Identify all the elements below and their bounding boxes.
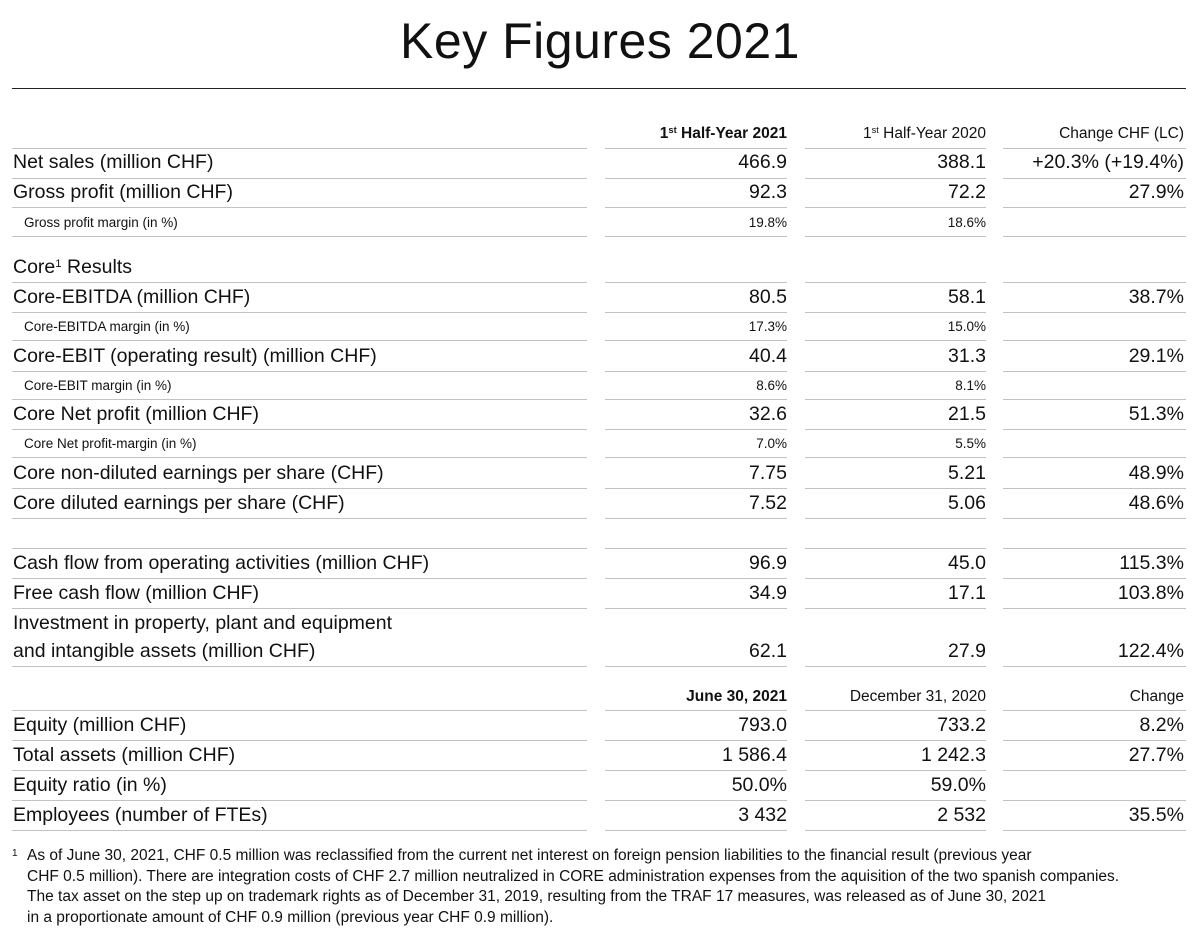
footnote	[12, 846, 1192, 928]
divider	[605, 148, 787, 149]
divider	[1003, 740, 1186, 741]
divider	[605, 800, 787, 801]
divider	[805, 207, 986, 208]
divider	[1003, 830, 1186, 831]
header-h1-2021: 1st Half-Year 2021	[659, 124, 787, 142]
divider	[805, 800, 986, 801]
header-change-2: Change	[1129, 688, 1184, 705]
divider	[1003, 148, 1186, 149]
divider	[1003, 457, 1186, 458]
divider	[1003, 207, 1186, 208]
divider	[12, 548, 587, 549]
divider	[12, 488, 587, 489]
divider	[12, 666, 587, 667]
divider	[1003, 578, 1186, 579]
header-h1-2020: 1st Half-Year 2020	[863, 124, 986, 142]
divider	[12, 207, 587, 208]
divider	[805, 457, 986, 458]
divider	[12, 578, 587, 579]
divider	[12, 340, 587, 341]
divider	[805, 830, 986, 831]
divider	[1003, 429, 1186, 430]
divider	[605, 236, 787, 237]
divider	[12, 710, 587, 711]
divider	[1003, 518, 1186, 519]
divider	[1003, 236, 1186, 237]
divider	[1003, 548, 1186, 549]
divider	[805, 578, 986, 579]
header-dec-2020: December 31, 2020	[849, 688, 986, 705]
divider	[12, 148, 587, 149]
divider	[605, 518, 787, 519]
divider	[805, 710, 986, 711]
divider	[805, 340, 986, 341]
divider	[605, 371, 787, 372]
divider	[605, 282, 787, 283]
divider	[605, 207, 787, 208]
divider	[605, 399, 787, 400]
divider	[805, 178, 986, 179]
divider	[605, 740, 787, 741]
divider	[12, 178, 587, 179]
divider	[12, 740, 587, 741]
divider	[12, 518, 587, 519]
divider	[805, 740, 986, 741]
divider	[805, 518, 986, 519]
footnote-mark: 1	[12, 848, 18, 859]
divider	[605, 178, 787, 179]
divider	[12, 429, 587, 430]
divider	[1003, 800, 1186, 801]
divider	[12, 770, 587, 771]
divider	[805, 148, 986, 149]
page-title: Key Figures 2021	[400, 13, 800, 69]
divider	[605, 457, 787, 458]
divider	[12, 236, 587, 237]
divider	[805, 399, 986, 400]
divider	[12, 371, 587, 372]
divider	[605, 710, 787, 711]
header-june-2021: June 30, 2021	[686, 688, 787, 705]
divider	[12, 830, 587, 831]
divider	[1003, 488, 1186, 489]
divider	[605, 312, 787, 313]
divider	[605, 429, 787, 430]
divider	[605, 578, 787, 579]
divider	[12, 800, 587, 801]
divider	[1003, 666, 1186, 667]
divider	[12, 608, 587, 609]
divider	[1003, 282, 1186, 283]
divider	[12, 457, 587, 458]
title-divider	[12, 88, 1186, 89]
divider	[605, 770, 787, 771]
divider	[1003, 371, 1186, 372]
divider	[605, 488, 787, 489]
divider	[805, 666, 986, 667]
divider	[1003, 178, 1186, 179]
divider	[805, 608, 986, 609]
divider	[1003, 312, 1186, 313]
divider	[605, 608, 787, 609]
divider	[605, 830, 787, 831]
divider	[805, 429, 986, 430]
footnote-text: As of June 30, 2021, CHF 0.5 million was reclassified from the current net interest on foreign pension liabilities to the financial result (previous year CHF 0.5 million). There are integration costs of CHF 2.7 million neutralized in CORE administration expenses from the aquisition of the two spanish companies. The tax asset on the step up on trademark rights as of December 31, 2019, resulting from the TRAF 17 measures, was released as of June 30, 2021 in a proportionate amount of CHF 0.9 million (previous year CHF 0.9 million).	[27, 847, 1120, 926]
divider	[805, 312, 986, 313]
divider	[805, 236, 986, 237]
divider	[12, 399, 587, 400]
divider	[605, 340, 787, 341]
divider	[805, 770, 986, 771]
header-change: Change CHF (LC)	[1059, 125, 1184, 142]
divider	[12, 312, 587, 313]
divider	[605, 548, 787, 549]
divider	[12, 282, 587, 283]
divider	[1003, 399, 1186, 400]
divider	[1003, 770, 1186, 771]
divider	[805, 488, 986, 489]
divider	[1003, 340, 1186, 341]
divider	[1003, 608, 1186, 609]
divider	[805, 371, 986, 372]
divider	[1003, 710, 1186, 711]
divider	[805, 282, 986, 283]
divider	[805, 548, 986, 549]
divider	[605, 666, 787, 667]
